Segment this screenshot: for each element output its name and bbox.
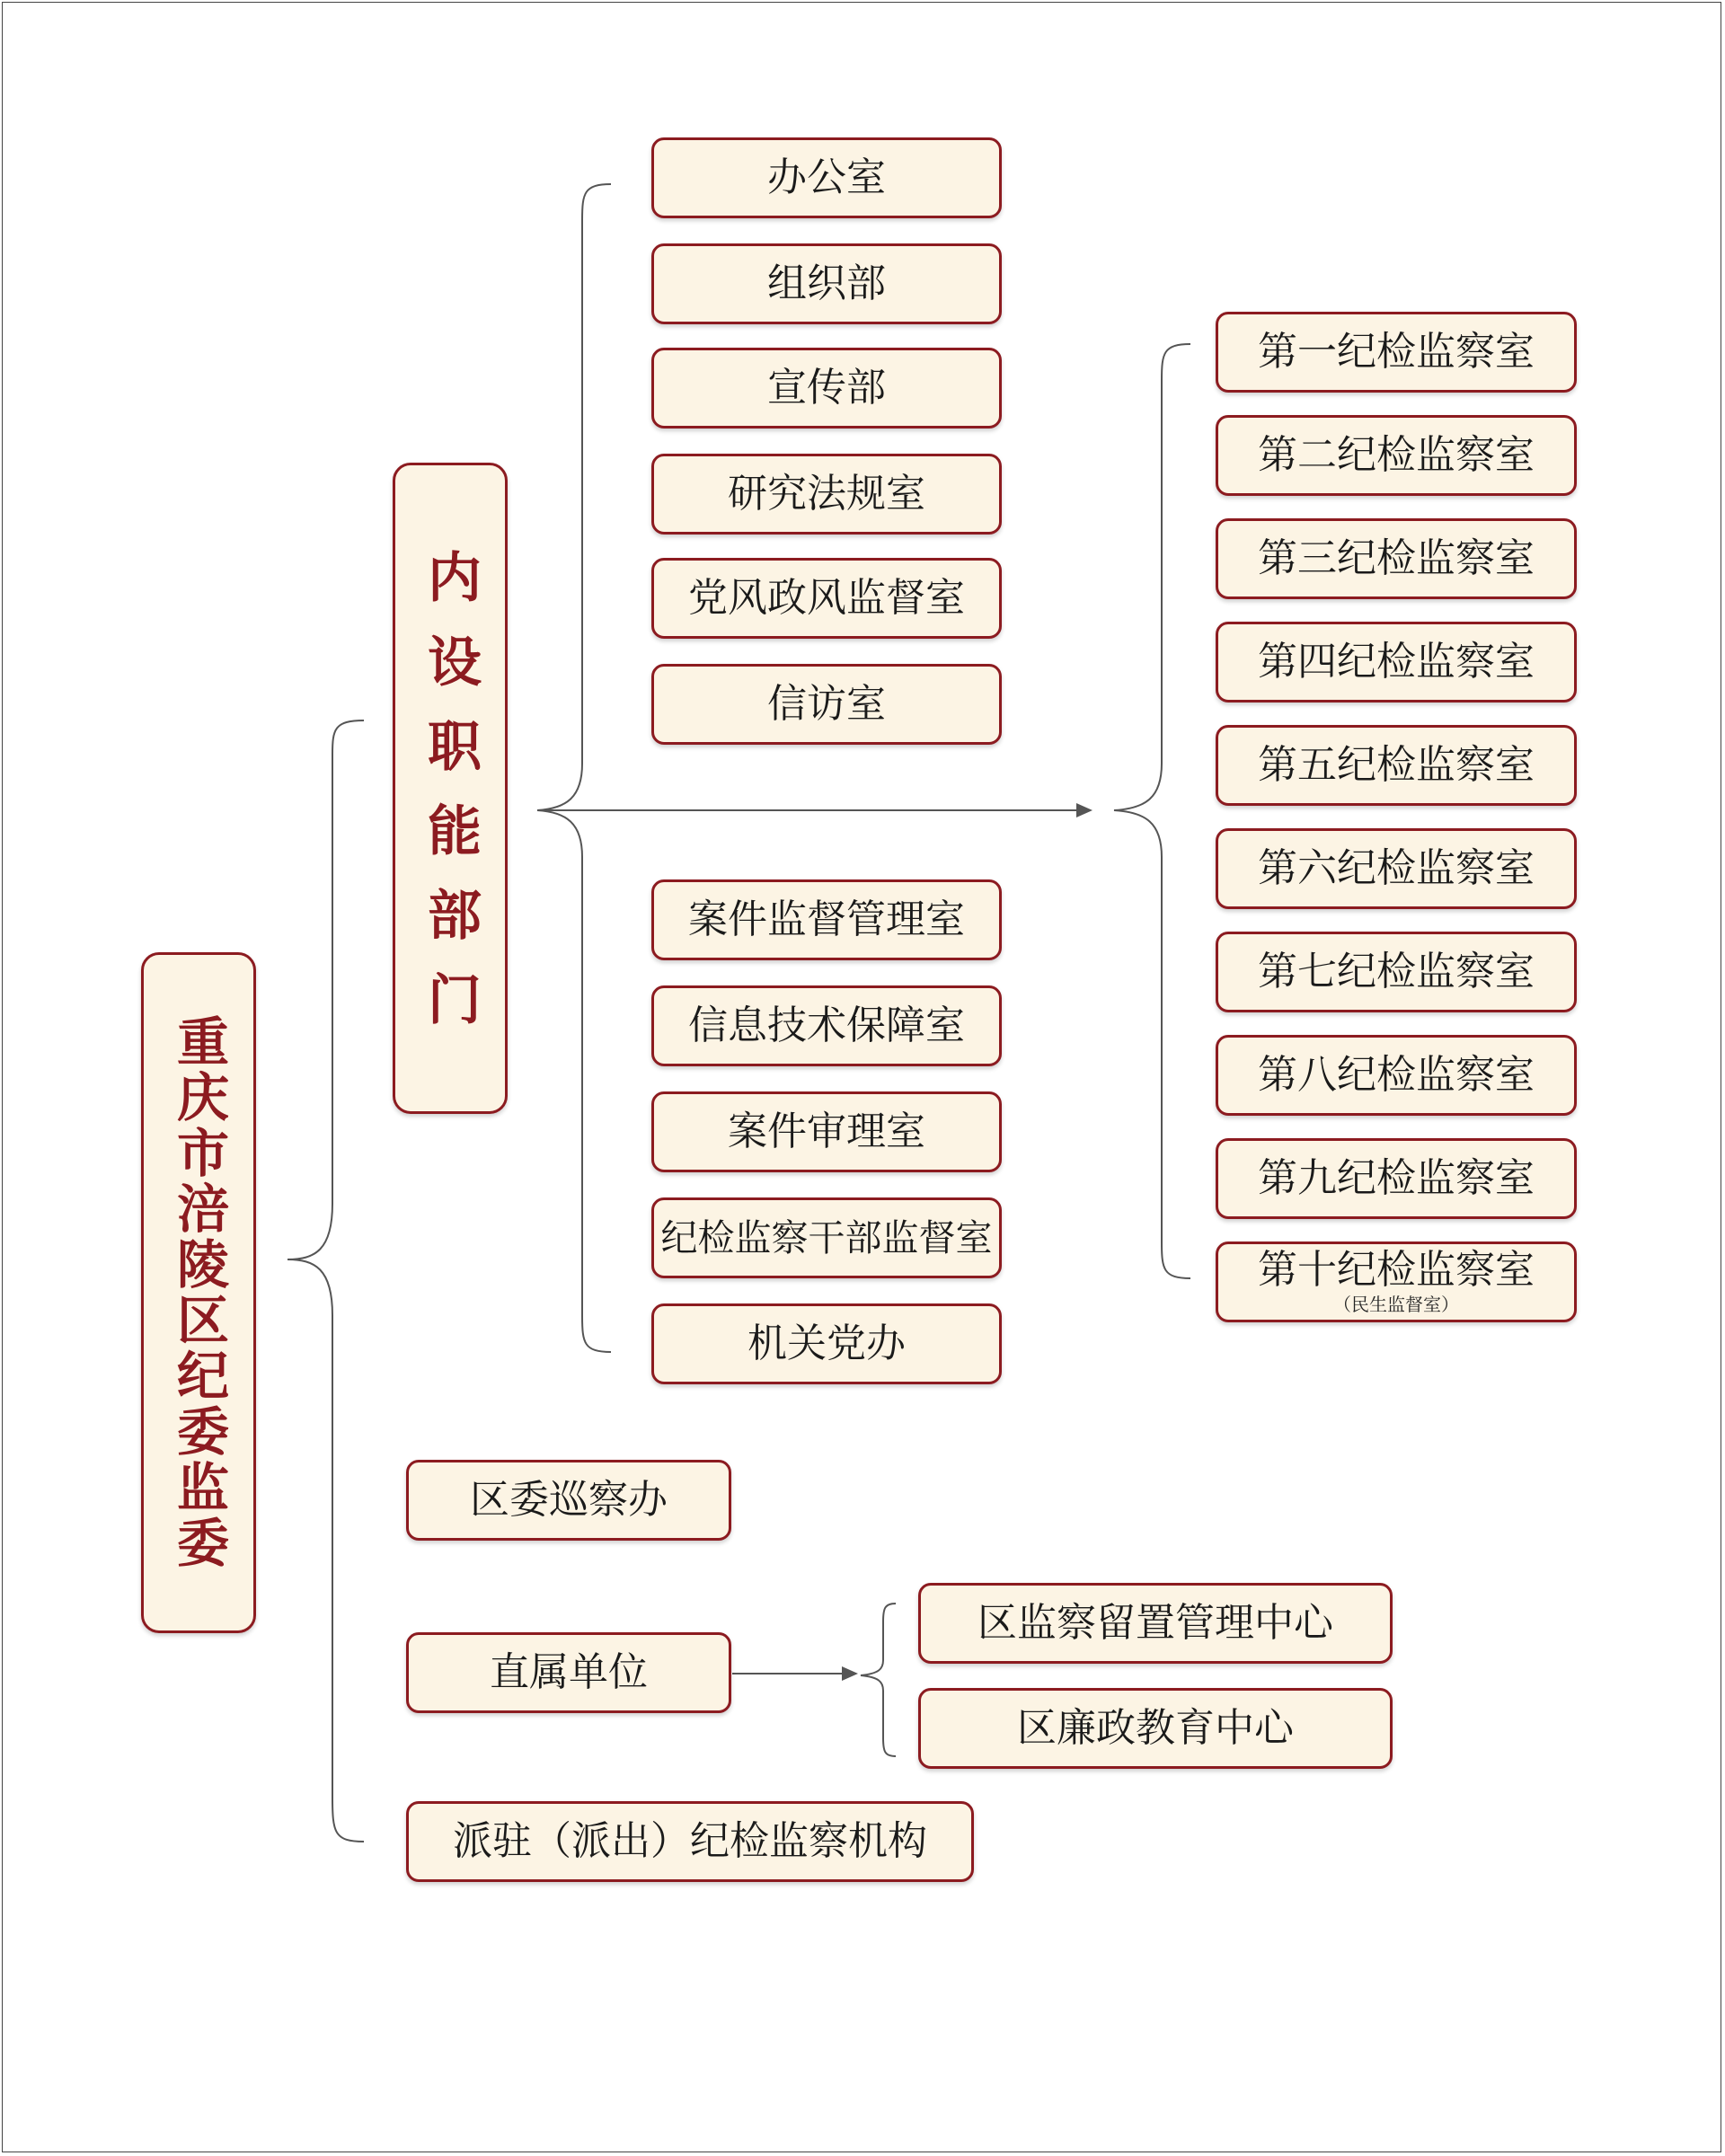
inspection-room-5: 第五纪检监察室: [1216, 725, 1577, 806]
internal-brace: [537, 184, 611, 1352]
dept-case-supervision: 案件监督管理室: [651, 879, 1002, 960]
inspection-room-9: 第九纪检监察室: [1216, 1138, 1577, 1219]
inspection-room-2: 第二纪检监察室: [1216, 415, 1577, 496]
inspection-brace: [1114, 344, 1190, 1278]
inspection-room-1: 第一纪检监察室: [1216, 312, 1577, 393]
internal-dept-title: 内设职能部门: [419, 548, 482, 1056]
dept-organization: 组织部: [651, 243, 1002, 324]
inspection-room-10-note: （民生监督室）: [1333, 1294, 1459, 1315]
dept-petition: 信访室: [651, 664, 1002, 745]
dept-it-support: 信息技术保障室: [651, 985, 1002, 1066]
root-brace: [288, 720, 364, 1842]
unit-detention-center: 区监察留置管理中心: [918, 1583, 1393, 1664]
dept-research-regulation: 研究法规室: [651, 454, 1002, 535]
dept-conduct-supervision: 党风政风监督室: [651, 558, 1002, 639]
unit-integrity-education-center: 区廉政教育中心: [918, 1688, 1393, 1769]
direct-brace: [861, 1604, 896, 1756]
inspection-room-3: 第三纪检监察室: [1216, 518, 1577, 599]
inspection-room-10: [1216, 1241, 1577, 1322]
dept-party-office: 机关党办: [651, 1303, 1002, 1384]
dispatched-agencies: 派驻（派出）纪检监察机构: [406, 1801, 974, 1882]
patrol-office: 区委巡察办: [406, 1460, 731, 1541]
dept-cadre-supervision: 纪检监察干部监督室: [651, 1197, 1002, 1278]
root-box: [141, 952, 256, 1633]
inspection-room-6: 第六纪检监察室: [1216, 828, 1577, 909]
inspection-room-4: 第四纪检监察室: [1216, 622, 1577, 702]
inspection-room-10-label: 第十纪检监察室: [1258, 1247, 1535, 1293]
inspection-room-7: 第七纪检监察室: [1216, 932, 1577, 1012]
internal-dept-box: [393, 463, 508, 1114]
root-title: 重庆市涪陵区纪委监委: [168, 1014, 229, 1571]
dept-case-review: 案件审理室: [651, 1091, 1002, 1172]
direct-units-box: 直属单位: [406, 1632, 731, 1713]
dept-office: 办公室: [651, 137, 1002, 218]
dept-publicity: 宣传部: [651, 348, 1002, 429]
inspection-room-8: 第八纪检监察室: [1216, 1035, 1577, 1116]
